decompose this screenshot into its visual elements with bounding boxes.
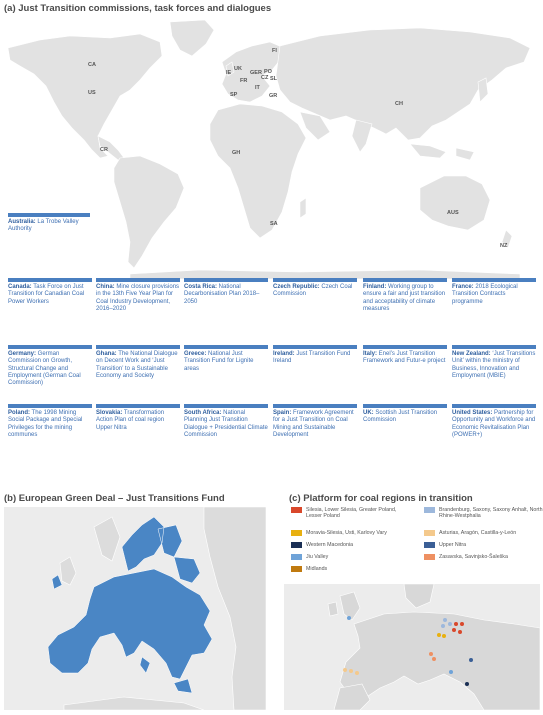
country-code-label: IT: [255, 85, 260, 91]
legend-label: Midlands: [306, 566, 328, 572]
card-bar: [452, 278, 536, 282]
scandinavia-shape: [404, 584, 434, 608]
card-costa-rica: [184, 278, 268, 306]
norway-shape: [94, 517, 120, 561]
card-country: Greece:: [184, 351, 207, 357]
card-country: Italy:: [363, 351, 378, 357]
coal-region-marker: [460, 622, 464, 626]
card-bar: [96, 278, 180, 282]
card-text: Task Force on Just Transition for Canadian Coal Power Workers: [8, 284, 85, 305]
card-bar: [363, 278, 447, 282]
legend-label: Western Macedonia: [306, 542, 354, 548]
card-country: United States:: [452, 410, 493, 416]
card-text: National Planning Just Transition Dialogue + Presidential Climate Commission: [184, 410, 268, 438]
legend-label: Upper Nitra: [439, 542, 467, 548]
country-code-label: IE: [226, 70, 232, 76]
country-code-label: CA: [88, 62, 96, 68]
uk-shape: [60, 557, 76, 585]
legend-swatch: [424, 542, 435, 548]
card-country: UK:: [363, 410, 374, 416]
card-text: German Commission on Growth, Structural Change and Employment (German Coal Commission): [8, 351, 81, 387]
card-text: Transformation Action Plan of coal region Upper Nitra: [96, 410, 165, 431]
madagascar-shape: [300, 198, 306, 218]
legend-label: Jiu Valley: [306, 554, 329, 560]
legend-swatch: [291, 554, 302, 560]
south-america-shape: [114, 156, 184, 268]
card-text: Just Transition Fund Ireland: [273, 351, 351, 365]
europe-mainland-shape: [340, 612, 540, 710]
coal-region-marker: [355, 671, 359, 675]
country-code-label: FI: [272, 48, 277, 54]
coal-region-marker: [432, 657, 436, 661]
card-czech-republic: [273, 278, 357, 299]
card-text: National Decarbonisation Plan 2018–2050: [184, 284, 260, 305]
coal-region-marker: [443, 618, 447, 622]
section-c-title: (c) Platform for coal regions in transition: [289, 493, 473, 504]
card-bar: [452, 345, 536, 349]
card-text: Partnership for Opportunity and Workforce and Economic Revitalisation Plan (POWER+): [452, 410, 536, 438]
card-bar: [96, 345, 180, 349]
card-country: Australia:: [8, 219, 36, 225]
card-country: New Zealand:: [452, 351, 491, 357]
section-b-title: (b) European Green Deal – Just Transitions Fund: [4, 493, 225, 504]
africa-shape: [210, 104, 306, 238]
card-text: Framework Agreement for a Just Transition on Coal Mining and Sustainable Development: [273, 410, 354, 438]
card-bar: [8, 278, 92, 282]
card-country: Poland:: [8, 410, 30, 416]
country-code-label: FR: [240, 78, 248, 84]
card-australia: [8, 213, 90, 234]
eu-map: [4, 507, 266, 710]
japan-shape: [478, 78, 488, 102]
card-text: Working group to ensure a fair and just transition and acceptability of climate measures: [363, 284, 446, 312]
card-text: Czech Coal Commission: [273, 284, 353, 298]
card-bar: [184, 278, 268, 282]
country-code-label: GER: [250, 70, 262, 76]
card-spain: [273, 404, 357, 439]
card-canada: [8, 278, 92, 306]
card-germany: [8, 345, 92, 387]
card-country: Czech Republic:: [273, 284, 320, 290]
legend-swatch: [291, 566, 302, 572]
card-country: Ireland:: [273, 351, 295, 357]
legend-swatch: [424, 530, 435, 536]
card-text: The 1998 Mining Social Package and Special Privileges for the mining communes: [8, 410, 83, 438]
card-country: Costa Rica:: [184, 284, 218, 290]
country-code-label: PO: [264, 69, 272, 75]
country-code-label: UK: [234, 66, 242, 72]
country-code-label: SA: [270, 221, 278, 227]
card-bar: [184, 404, 268, 408]
card-country: France:: [452, 284, 474, 290]
card-slovakia: [96, 404, 180, 432]
card-france: [452, 278, 536, 306]
card-country: Slovakia:: [96, 410, 123, 416]
country-code-label: GR: [269, 93, 278, 99]
section-a-title: (a) Just Transition commissions, task forces and dialogues: [4, 3, 272, 14]
country-code-label: CZ: [261, 75, 269, 81]
legend-label: Asturias, Aragón, Castilla-y-León: [439, 530, 517, 536]
coal-region-marker: [347, 616, 351, 620]
card-bar: [273, 345, 357, 349]
card-bar: [184, 345, 268, 349]
card-bar: [273, 404, 357, 408]
coal-region-marker: [343, 668, 347, 672]
card-uk: [363, 404, 447, 425]
card-text: La Trobe Valley Authority: [8, 219, 79, 233]
card-bar: [8, 404, 92, 408]
card-south-africa: [184, 404, 268, 439]
card-finland: [363, 278, 447, 313]
country-code-label: US: [88, 90, 96, 96]
country-code-label: AUS: [447, 210, 459, 216]
greenland-shape: [170, 20, 214, 56]
card-text: Enel’s Just Transition Framework and Futur-e project: [363, 351, 446, 365]
card-bar: [363, 345, 447, 349]
coal-region-marker: [458, 630, 462, 634]
card-china: [96, 278, 180, 313]
country-code-label: SP: [230, 92, 238, 98]
card-country: China:: [96, 284, 115, 290]
eu-shape: [48, 517, 212, 693]
card-greece: [184, 345, 268, 373]
card-bar: [452, 404, 536, 408]
legend-swatch: [424, 554, 435, 560]
card-bar: [8, 213, 90, 217]
card-country: Ghana:: [96, 351, 117, 357]
card-text: Mine closure provisions in the 13th Five Year Plan for Coal Industry Development, 2016–2020: [96, 284, 180, 312]
legend-label: Moravia-Silesia, Usti, Karlovy Vary: [306, 530, 387, 536]
card-new-zealand: [452, 345, 536, 380]
coal-region-marker: [442, 634, 446, 638]
country-code-label: SL: [270, 76, 278, 82]
coal-region-marker: [448, 622, 452, 626]
coal-region-marker: [429, 652, 433, 656]
country-code-label: CR: [100, 147, 108, 153]
coal-region-marker: [465, 682, 469, 686]
coal-region-marker: [441, 624, 445, 628]
legend-swatch: [291, 507, 302, 513]
card-poland: [8, 404, 92, 439]
card-bar: [8, 345, 92, 349]
ireland-shape: [328, 602, 338, 616]
card-bar: [363, 404, 447, 408]
coal-region-marker: [449, 670, 453, 674]
legend-label: Zasavska, Savinjsko-Šaleška: [439, 554, 508, 560]
coal-regions-map-svg: [284, 584, 540, 710]
card-text: 2018 Ecological Transition Contracts programme: [452, 284, 518, 305]
coal-region-marker: [452, 628, 456, 632]
north-america-shape: [8, 34, 162, 158]
australia-shape: [420, 176, 490, 230]
card-text: The National Dialogue on Decent Work and ‘Just Transition’ to a Sustainable Economy and Society: [96, 351, 178, 379]
north-africa-shape: [64, 697, 204, 710]
legend-swatch: [291, 542, 302, 548]
legend-swatch: [424, 507, 435, 513]
indonesia-shape: [410, 144, 446, 158]
card-country: South Africa:: [184, 410, 222, 416]
india-shape: [352, 120, 372, 152]
legend-label: Brandenburg, Saxony, Saxony Anhalt, North Rhine-Westphalia: [439, 507, 543, 519]
card-country: Spain:: [273, 410, 292, 416]
card-bar: [273, 278, 357, 282]
coal-region-marker: [469, 658, 473, 662]
eu-map-svg: [4, 507, 266, 710]
coal-region-marker: [454, 622, 458, 626]
card-text: ‘Just Transitions Unit’ within the ministry of Business, Innovation and Employment (MBIE): [452, 351, 536, 379]
new-guinea-shape: [456, 148, 474, 160]
card-bar: [96, 404, 180, 408]
world-map: [0, 16, 543, 279]
country-code-label: NZ: [500, 243, 508, 249]
legend-swatch: [291, 530, 302, 536]
card-ghana: [96, 345, 180, 380]
country-code-label: GH: [232, 150, 241, 156]
card-text: National Just Transition Fund for Lignite areas: [184, 351, 254, 372]
coal-region-marker: [437, 633, 441, 637]
world-map-svg: [0, 16, 543, 279]
legend-label: Silesia, Lower Silesia, Greater Poland, Lesser Poland: [306, 507, 397, 519]
card-italy: [363, 345, 447, 366]
non-eu-east-shape: [204, 507, 266, 710]
card-united-states: [452, 404, 536, 439]
card-country: Germany:: [8, 351, 37, 357]
card-ireland: [273, 345, 357, 366]
card-country: Finland:: [363, 284, 387, 290]
country-code-label: CH: [395, 101, 403, 107]
card-country: Canada:: [8, 284, 32, 290]
coal-regions-map: [284, 584, 540, 710]
card-text: Scottish Just Transition Commission: [363, 410, 438, 424]
coal-region-marker: [349, 669, 353, 673]
